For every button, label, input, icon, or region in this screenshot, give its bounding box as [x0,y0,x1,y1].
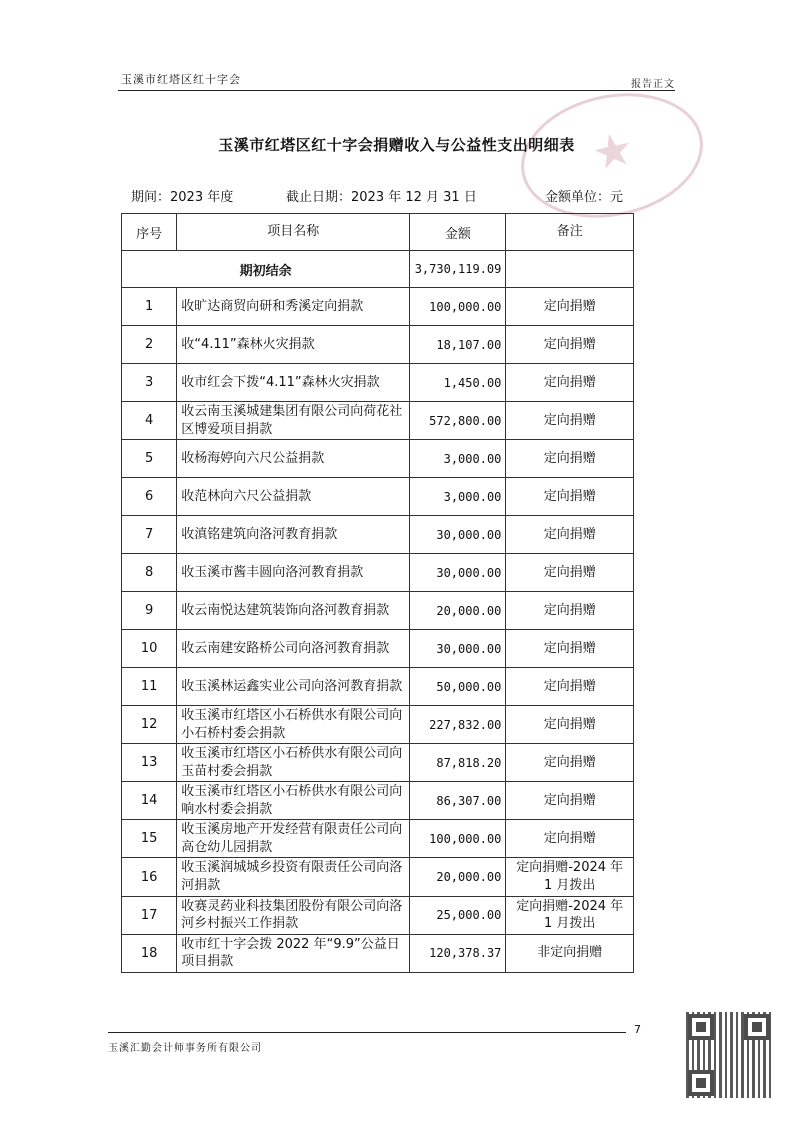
row-name: 收玉溪房地产开发经营有限责任公司向高仓幼儿园捐款 [177,820,410,858]
row-no: 8 [122,554,177,592]
header-rule [118,90,675,91]
footer-firm: 玉溪汇勤会计师事务所有限公司 [108,1043,262,1054]
row-note: 非定向捐赠 [506,934,634,972]
row-amount: 30,000.00 [410,554,506,592]
row-name: 收市红会下拨“4.11”森林火灾捐款 [177,364,410,402]
table-row [122,706,634,744]
row-note: 定向捐赠 [506,744,634,782]
header-org: 玉溪市红塔区红十字会 [121,73,241,86]
row-no: 11 [122,668,177,706]
row-note: 定向捐赠-2024 年 1 月拨出 [506,858,634,896]
row-no: 5 [122,440,177,478]
row-no: 4 [122,402,177,440]
seal-star-icon: ★ [586,120,639,182]
row-no: 9 [122,592,177,630]
row-amount: 30,000.00 [410,516,506,554]
row-name: 收范林向六尺公益捐款 [177,478,410,516]
table-row [122,744,634,782]
row-amount: 20,000.00 [410,858,506,896]
row-name: 收杨海婷向六尺公益捐款 [177,440,410,478]
row-name: 收“4.11”森林火灾捐款 [177,326,410,364]
row-amount: 20,000.00 [410,592,506,630]
table-row [122,630,634,668]
row-name: 收云南玉溪城建集团有限公司向荷花社区博爱项目捐款 [177,402,410,440]
row-note: 定向捐赠 [506,364,634,402]
row-name: 收玉溪润城城乡投资有限责任公司向洛河捐款 [177,858,410,896]
row-name: 收玉溪市红塔区小石桥供水有限公司向小石桥村委会捐款 [177,706,410,744]
row-note: 定向捐赠 [506,516,634,554]
header-note: 备注 [506,214,634,251]
row-note: 定向捐赠 [506,326,634,364]
table-row [122,402,634,440]
row-note: 定向捐赠 [506,668,634,706]
row-amount: 86,307.00 [410,782,506,820]
official-seal [509,77,714,234]
row-no: 16 [122,858,177,896]
row-note: 定向捐赠 [506,402,634,440]
table-header-row [122,214,634,251]
row-name: 收市红十字会拨 2022 年“9.9”公益日项目捐款 [177,934,410,972]
row-note: 定向捐赠 [506,592,634,630]
row-no: 13 [122,744,177,782]
row-amount: 87,818.20 [410,744,506,782]
row-note: 定向捐赠 [506,440,634,478]
row-name: 收玉溪市酱丰圆向洛河教育捐款 [177,554,410,592]
row-no: 3 [122,364,177,402]
opening-amount: 3,730,119.09 [410,251,506,288]
row-note: 定向捐赠-2024 年 1 月拨出 [506,896,634,934]
opening-label: 期初结余 [122,251,410,288]
deadline-label: 截止日期：2023 年 12 月 31 日 [286,190,477,205]
row-no: 10 [122,630,177,668]
row-amount: 3,000.00 [410,440,506,478]
row-amount: 3,000.00 [410,478,506,516]
header-amount: 金额 [410,214,506,251]
table-row [122,858,634,896]
row-note: 定向捐赠 [506,554,634,592]
row-amount: 100,000.00 [410,820,506,858]
row-no: 6 [122,478,177,516]
header-section: 报告正文 [631,79,675,90]
row-note: 定向捐赠 [506,820,634,858]
row-amount: 572,800.00 [410,402,506,440]
row-name: 收玉溪市红塔区小石桥供水有限公司向玉苗村委会捐款 [177,744,410,782]
header-name: 项目名称 [177,214,410,251]
opening-balance-row [122,251,634,288]
row-amount: 1,450.00 [410,364,506,402]
donation-detail-table [121,213,634,973]
row-amount: 227,832.00 [410,706,506,744]
table-row [122,288,634,326]
table-row [122,668,634,706]
table-row [122,326,634,364]
table-row [122,820,634,858]
row-no: 14 [122,782,177,820]
row-no: 2 [122,326,177,364]
unit-label: 金额单位：元 [544,190,623,205]
table-row [122,516,634,554]
row-no: 15 [122,820,177,858]
row-note: 定向捐赠 [506,630,634,668]
row-amount: 30,000.00 [410,630,506,668]
opening-note [506,251,634,288]
row-no: 7 [122,516,177,554]
table-row [122,934,634,972]
row-name: 收滇铭建筑向洛河教育捐款 [177,516,410,554]
row-name: 收玉溪市红塔区小石桥供水有限公司向响水村委会捐款 [177,782,410,820]
row-amount: 120,378.37 [410,934,506,972]
table-row [122,554,634,592]
table-row [122,440,634,478]
footer-rule [108,1032,626,1033]
row-no: 1 [122,288,177,326]
row-amount: 25,000.00 [410,896,506,934]
row-note: 定向捐赠 [506,782,634,820]
period-label: 期间：2023 年度 [131,190,234,205]
row-name: 收赛灵药业科技集团股份有限公司向洛河乡村振兴工作捐款 [177,896,410,934]
table-row [122,896,634,934]
page-number: 7 [634,1023,641,1036]
row-name: 收玉溪林运鑫实业公司向洛河教育捐款 [177,668,410,706]
row-amount: 100,000.00 [410,288,506,326]
table-row [122,782,634,820]
document-title: 玉溪市红塔区红十字会捐赠收入与公益性支出明细表 [218,136,575,154]
row-name: 收云南建安路桥公司向洛河教育捐款 [177,630,410,668]
row-amount: 50,000.00 [410,668,506,706]
row-no: 12 [122,706,177,744]
row-note: 定向捐赠 [506,288,634,326]
row-no: 17 [122,896,177,934]
table-row [122,592,634,630]
header-no: 序号 [122,214,177,251]
row-name: 收云南悦达建筑装饰向洛河教育捐款 [177,592,410,630]
row-name: 收旷达商贸向研和秀溪定向捐款 [177,288,410,326]
row-amount: 18,107.00 [410,326,506,364]
row-note: 定向捐赠 [506,706,634,744]
qr-code [686,1012,772,1098]
table-row [122,364,634,402]
row-no: 18 [122,934,177,972]
table-row [122,478,634,516]
row-note: 定向捐赠 [506,478,634,516]
